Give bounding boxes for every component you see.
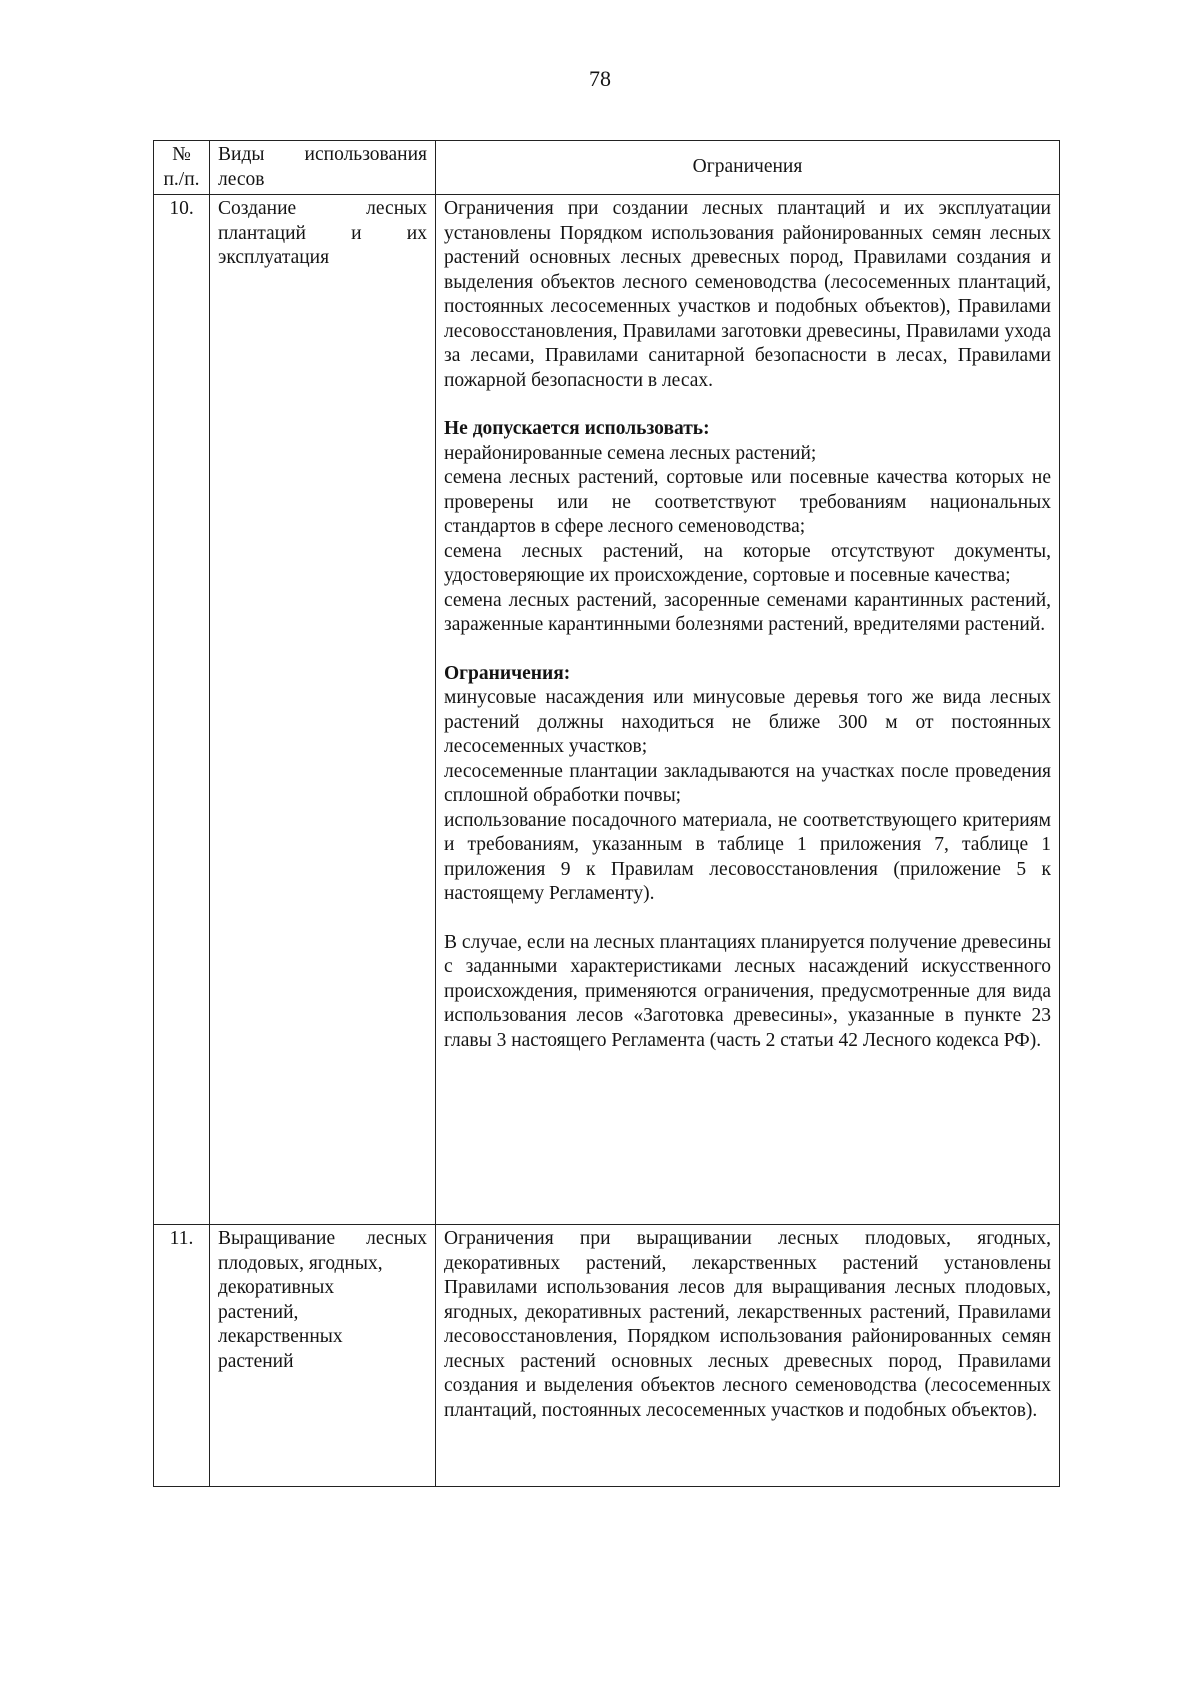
row-restrictions (436, 195, 1060, 1225)
restriction-item: семена лесных растений, засоренные семенами карантинных растений, зараженные карантинными болезнями растений, вредителями растений. (444, 589, 1051, 635)
page-number: 78 (589, 66, 611, 91)
restriction-item: использование посадочного материала, не соответствующего критериям и требованиям, указанным в таблице 1 приложения 7, таблице 1 приложения 9 к Правилам лесовосстановления (приложение 5 к настоящему Регламенту). (444, 809, 1051, 904)
use-type-line: лекарственных (218, 1326, 343, 1347)
restriction-paragraph: Ограничения при выращивании лесных плодовых, ягодных, декоративных растений, лекарственных растений установлены Правилами использования лесов для выращивания лесных плодовых, ягодных, декоративных растений, лекарственных растений, Правилами лесовосстановления, Порядком использования районированных семян лесных растений основных лесных древесных пород, Правилами создания и выделения объектов лесного семеноводства (лесосеменных плантаций, постоянных лесосеменных участков и подобных объектов). (444, 1228, 1051, 1421)
restriction-item: нерайонированные семена лесных растений; (444, 442, 817, 464)
table-header-row (154, 141, 1060, 195)
header-restrictions: Ограничения (436, 141, 1060, 195)
restriction-item: минусовые насаждения или минусовые деревья того же вида лесных растений должны находиться не ближе 300 м от постоянных лесосеменных участков; (444, 687, 1051, 757)
row-restrictions (436, 1225, 1060, 1487)
restriction-paragraph: Ограничения при создании лесных плантаций и их эксплуатации установлены Порядком использования районированных семян лесных растений основных лесных древесных пород, Правилами создания и выделения объектов лесного семеноводства (лесосеменных плантаций, постоянных лесосеменных участков и подобных объектов), Правилами лесовосстановления, Правилами заготовки древесины, Правилами ухода за лесами, Правилами санитарной безопасности в лесах, Правилами пожарной безопасности в лесах. (444, 198, 1051, 391)
row-use-type (210, 195, 436, 1225)
header-num: № п./п. (154, 141, 210, 195)
restriction-item: лесосеменные плантации закладываются на участках после проведения сплошной обработки почвы; (444, 760, 1051, 806)
row-number: 10. (154, 195, 210, 1225)
use-type-line: плодовых, ягодных, (218, 1252, 383, 1274)
use-type-line: Выращивание лесных (218, 1228, 427, 1249)
use-type-line: декоративных (218, 1277, 335, 1298)
use-type-line: растений, (218, 1301, 299, 1323)
row-number: 11. (154, 1225, 210, 1487)
table-row (154, 195, 1060, 1225)
restriction-heading: Не допускается использовать: (444, 418, 710, 439)
restriction-heading: Ограничения: (444, 662, 571, 684)
restriction-paragraph: В случае, если на лесных плантациях планируется получение древесины с заданными характеристиками лесных насаждений искусственного происхождения, применяются ограничения, предусмотренные для вида использования лесов «Заготовка древесины», указанные в пункте 23 главы 3 настоящего Регламента (часть 2 статьи 42 Лесного кодекса РФ). (444, 931, 1051, 1051)
row-use-type (210, 1225, 436, 1487)
use-type-line: растений (218, 1350, 294, 1372)
restriction-item: семена лесных растений, на которые отсутствуют документы, удостоверяющие их происхождение, сортовые и посевные качества; (444, 540, 1051, 586)
header-type: Виды использования лесов (210, 141, 436, 195)
restrictions-table (153, 140, 1060, 1487)
use-type-text: Создание лесных плантаций и их эксплуатация (218, 198, 427, 268)
table-row (154, 1225, 1060, 1487)
restriction-item: семена лесных растений, сортовые или посевные качества которых не проверены или не соответствуют требованиям национальных стандартов в сфере лесного семеноводства; (444, 467, 1051, 537)
